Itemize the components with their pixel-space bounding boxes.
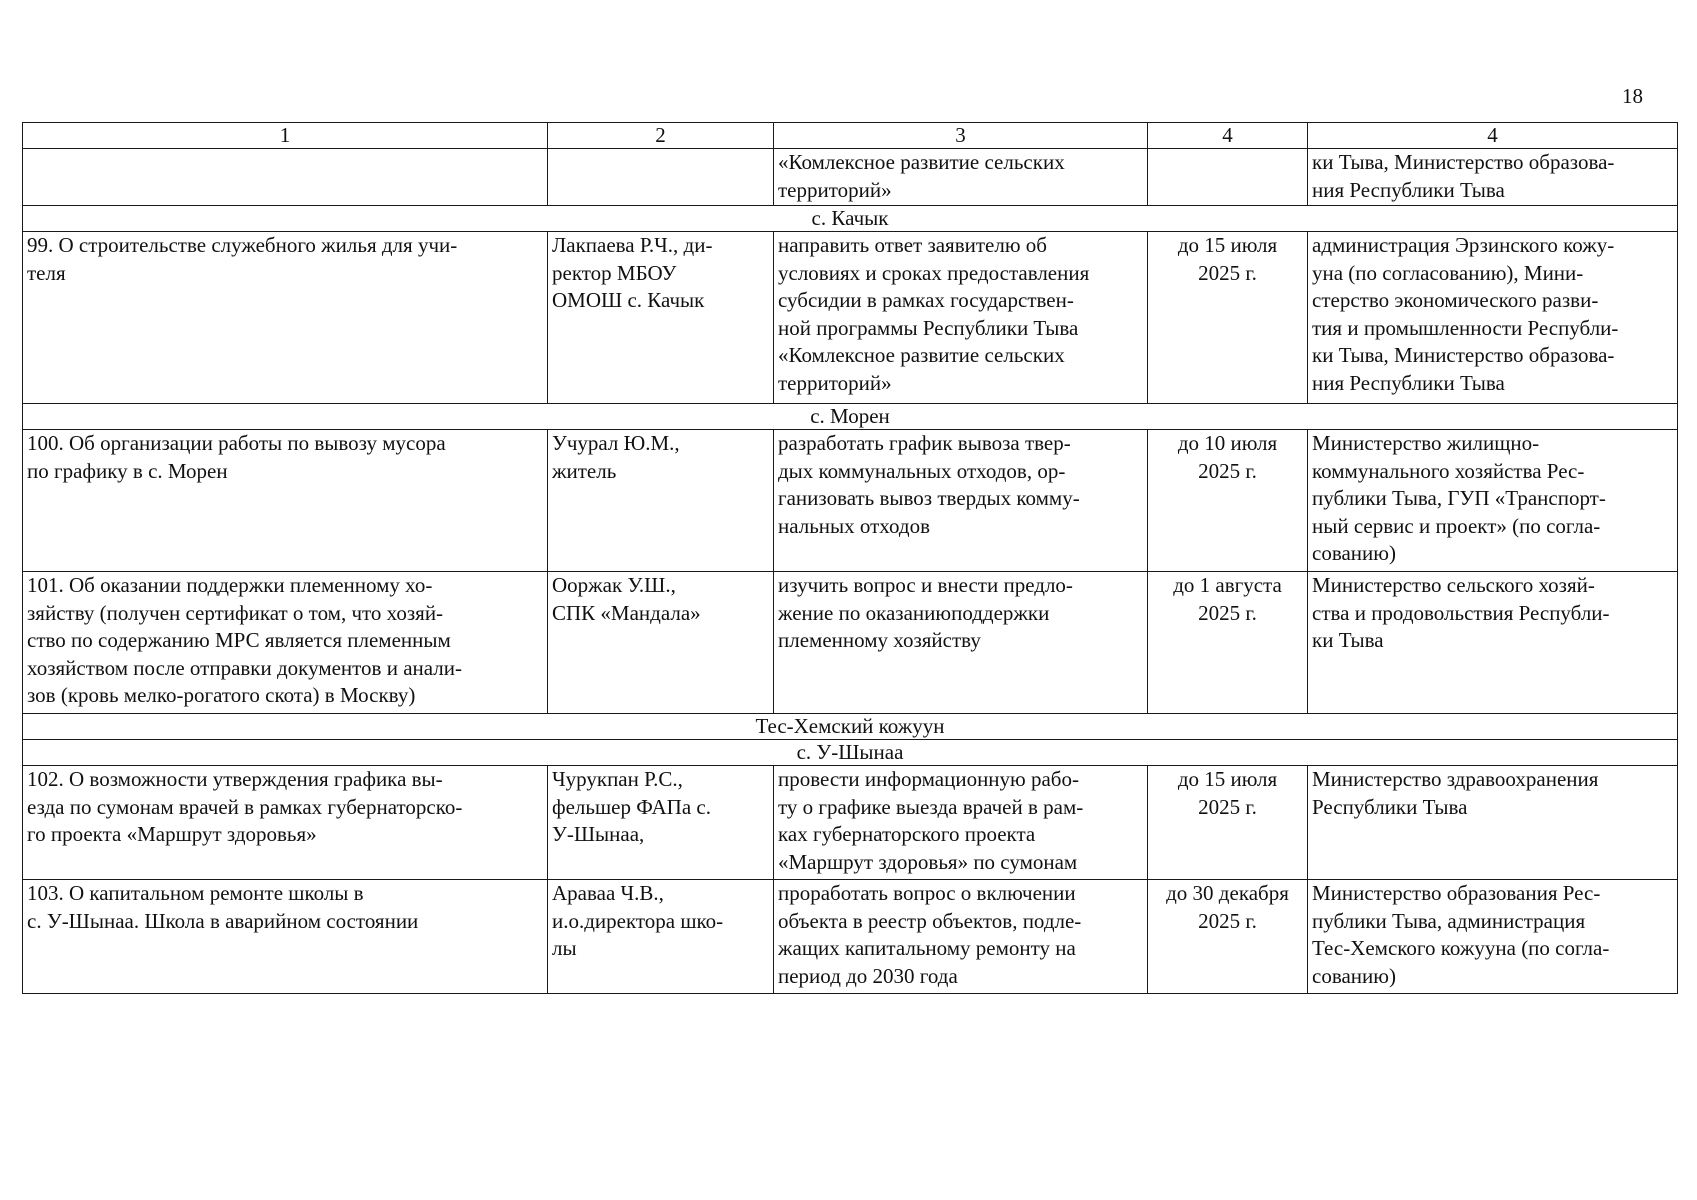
column-number-row (23, 123, 1678, 149)
cell-text-line: Араваа Ч.В., (552, 881, 664, 905)
section-row (23, 740, 1678, 766)
cell-text-line: ния Республики Тыва (1312, 177, 1505, 202)
cell-text-line: до 15 июля (1177, 767, 1278, 791)
responsible-cell (1308, 572, 1678, 714)
cell-text-line: ганизовать вывоз твердых комму- (778, 486, 1080, 510)
section-row (23, 714, 1678, 740)
cell-text-line: нальных отходов (778, 513, 930, 538)
deadline-cell (1148, 149, 1308, 206)
cell-text-line: ния Республики Тыва (1312, 370, 1505, 395)
cell-text-line: до 15 июля (1177, 233, 1278, 257)
cell-text-line: езда по сумонам врачей в рамках губернаторско- (27, 794, 463, 819)
cell-text-line: 2025 г. (1198, 794, 1257, 819)
cell-text-line: 101. Об оказании поддержки племенному хо- (27, 573, 433, 597)
cell-text-line: зяйству (получен сертификат о том, что хозяй- (27, 600, 444, 625)
cell-text-line: публики Тыва, администрация (1312, 908, 1586, 933)
cell-text-line: публики Тыва, ГУП «Транспорт- (1312, 486, 1606, 510)
cell-text-line: 2025 г. (1198, 458, 1257, 483)
cell-text-line: «Комлексное развитие сельских (778, 343, 1065, 367)
cell-text-line: Чурукпан Р.С., (552, 767, 683, 791)
responsible-cell (1308, 880, 1678, 994)
cell-text-line: субсидии в рамках государствен- (778, 288, 1074, 312)
applicant-cell (548, 880, 774, 994)
cell-text-line: ство по содержанию МРС является племенным (27, 628, 451, 652)
cell-text-line: направить ответ заявителю об (778, 233, 1047, 257)
cell-text-line: с. У-Шынаа. Школа в аварийном состоянии (27, 908, 419, 933)
section-title: с. Качык (23, 206, 1678, 232)
question-cell (23, 232, 548, 404)
section-title: с. Морен (23, 404, 1678, 430)
question-cell (23, 149, 548, 206)
cell-text-line: ректор МБОУ (552, 260, 677, 285)
cell-text-line: Лакпаева Р.Ч., ди- (552, 233, 713, 257)
decisions-table (22, 122, 1678, 994)
decision-cell (774, 430, 1148, 572)
cell-text-line: коммунального хозяйства Рес- (1312, 458, 1585, 483)
cell-text-line: 2025 г. (1198, 600, 1257, 625)
cell-text-line: 100. Об организации работы по вывозу мусора (27, 431, 446, 455)
cell-text-line: объекта в реестр объектов, подле- (778, 908, 1082, 933)
cell-text-line: и.о.директора шко- (552, 908, 724, 933)
cell-text-line: ства и продовольствия Республи- (1312, 600, 1610, 625)
cell-text-line: ной программы Республики Тыва (778, 315, 1079, 340)
cell-text-line: У-Шынаа, (552, 822, 645, 846)
cell-text-line: территорий» (778, 177, 892, 202)
cell-text-line: хозяйством после отправки документов и анали- (27, 655, 462, 680)
column-number: 4 (1308, 123, 1678, 149)
applicant-cell (548, 232, 774, 404)
cell-text-line: «Маршрут здоровья» по сумонам (778, 849, 1078, 874)
cell-text-line: ках губернаторского проекта (778, 822, 1036, 846)
cell-text-line: СПК «Мандала» (552, 600, 701, 625)
column-number: 1 (23, 123, 548, 149)
cell-text-line: администрация Эрзинского кожу- (1312, 233, 1615, 257)
cell-text-line: уна (по согласованию), Мини- (1312, 260, 1584, 285)
cell-text-line: племенному хозяйству (778, 628, 981, 652)
cell-text-line: 2025 г. (1198, 908, 1257, 933)
cell-text-line: теля (27, 260, 66, 285)
decision-cell (774, 766, 1148, 880)
column-number: 2 (548, 123, 774, 149)
cell-text-line: «Комлексное развитие сельских (778, 150, 1065, 174)
cell-text-line: дых коммунальных отходов, ор- (778, 458, 1066, 483)
table-row (23, 766, 1678, 880)
cell-text-line: сованию) (1312, 963, 1396, 988)
cell-text-line: ки Тыва, Министерство образова- (1312, 343, 1615, 367)
cell-text-line: Министерство жилищно- (1312, 431, 1540, 455)
cell-text-line: зов (кровь мелко-рогатого скота) в Москву) (27, 683, 416, 707)
column-number: 4 (1148, 123, 1308, 149)
responsible-cell (1308, 149, 1678, 206)
cell-text-line: Республики Тыва (1312, 794, 1468, 819)
page-number: 18 (1622, 84, 1643, 108)
table-row (23, 572, 1678, 714)
applicant-cell (548, 766, 774, 880)
question-cell (23, 880, 548, 994)
cell-text-line: 103. О капитальном ремонте школы в (27, 881, 364, 905)
cell-text-line: житель (552, 458, 617, 483)
table-row (23, 430, 1678, 572)
cell-text-line: условиях и сроках предоставления (778, 260, 1090, 285)
cell-text-line: до 1 августа (1173, 573, 1282, 597)
deadline-cell (1148, 880, 1308, 994)
cell-text-line: го проекта «Маршрут здоровья» (27, 822, 317, 846)
cell-text-line: Министерство здравоохранения (1312, 767, 1599, 791)
cell-text-line: жение по оказаниюподдержки (778, 600, 1050, 625)
section-title: с. У-Шынаа (23, 740, 1678, 766)
cell-text-line: изучить вопрос и внести предло- (778, 573, 1073, 597)
deadline-cell (1148, 766, 1308, 880)
section-row (23, 206, 1678, 232)
cell-text-line: Министерство образования Рес- (1312, 881, 1601, 905)
cell-text-line: Учурал Ю.М., (552, 431, 680, 455)
cell-text-line: ный сервис и проект» (по согла- (1312, 513, 1601, 538)
cell-text-line: проработать вопрос о включении (778, 881, 1076, 905)
cell-text-line: разработать график вывоза твер- (778, 431, 1071, 455)
cell-text-line: лы (552, 936, 577, 960)
decision-cell (774, 572, 1148, 714)
cell-text-line: территорий» (778, 370, 892, 395)
deadline-cell (1148, 572, 1308, 714)
cell-text-line: фельшер ФАПа с. (552, 794, 711, 819)
responsible-cell (1308, 232, 1678, 404)
cell-text-line: до 10 июля (1177, 431, 1278, 455)
cell-text-line: Тес-Хемского кожууна (по согла- (1312, 936, 1610, 960)
table-row (23, 149, 1678, 206)
question-cell (23, 572, 548, 714)
cell-text-line: сованию) (1312, 541, 1396, 565)
cell-text-line: Ооржак У.Ш., (552, 573, 676, 597)
cell-text-line: ОМОШ с. Качык (552, 288, 705, 312)
applicant-cell (548, 149, 774, 206)
section-title: Тес-Хемский кожуун (23, 714, 1678, 740)
deadline-cell (1148, 232, 1308, 404)
cell-text-line: ту о графике выезда врачей в рам- (778, 794, 1084, 819)
applicant-cell (548, 572, 774, 714)
cell-text-line: по графику в с. Морен (27, 458, 228, 483)
decision-cell (774, 149, 1148, 206)
section-row (23, 404, 1678, 430)
question-cell (23, 430, 548, 572)
cell-text-line: 2025 г. (1198, 260, 1257, 285)
cell-text-line: период до 2030 года (778, 963, 958, 988)
decision-cell (774, 232, 1148, 404)
table-row (23, 880, 1678, 994)
cell-text-line: провести информационную рабо- (778, 767, 1079, 791)
cell-text-line: тия и промышленности Республи- (1312, 315, 1619, 340)
deadline-cell (1148, 430, 1308, 572)
applicant-cell (548, 430, 774, 572)
responsible-cell (1308, 766, 1678, 880)
cell-text-line: Министерство сельского хозяй- (1312, 573, 1595, 597)
cell-text-line: стерство экономического разви- (1312, 288, 1599, 312)
cell-text-line: жащих капитальному ремонту на (778, 936, 1076, 960)
question-cell (23, 766, 548, 880)
decision-cell (774, 880, 1148, 994)
cell-text-line: 102. О возможности утверждения графика вы- (27, 767, 443, 791)
cell-text-line: ки Тыва, Министерство образова- (1312, 150, 1615, 174)
column-number: 3 (774, 123, 1148, 149)
cell-text-line: 99. О строительстве служебного жилья для учи- (27, 233, 458, 257)
cell-text-line: до 30 декабря (1166, 881, 1289, 905)
table-row (23, 232, 1678, 404)
responsible-cell (1308, 430, 1678, 572)
cell-text-line: ки Тыва (1312, 628, 1384, 652)
